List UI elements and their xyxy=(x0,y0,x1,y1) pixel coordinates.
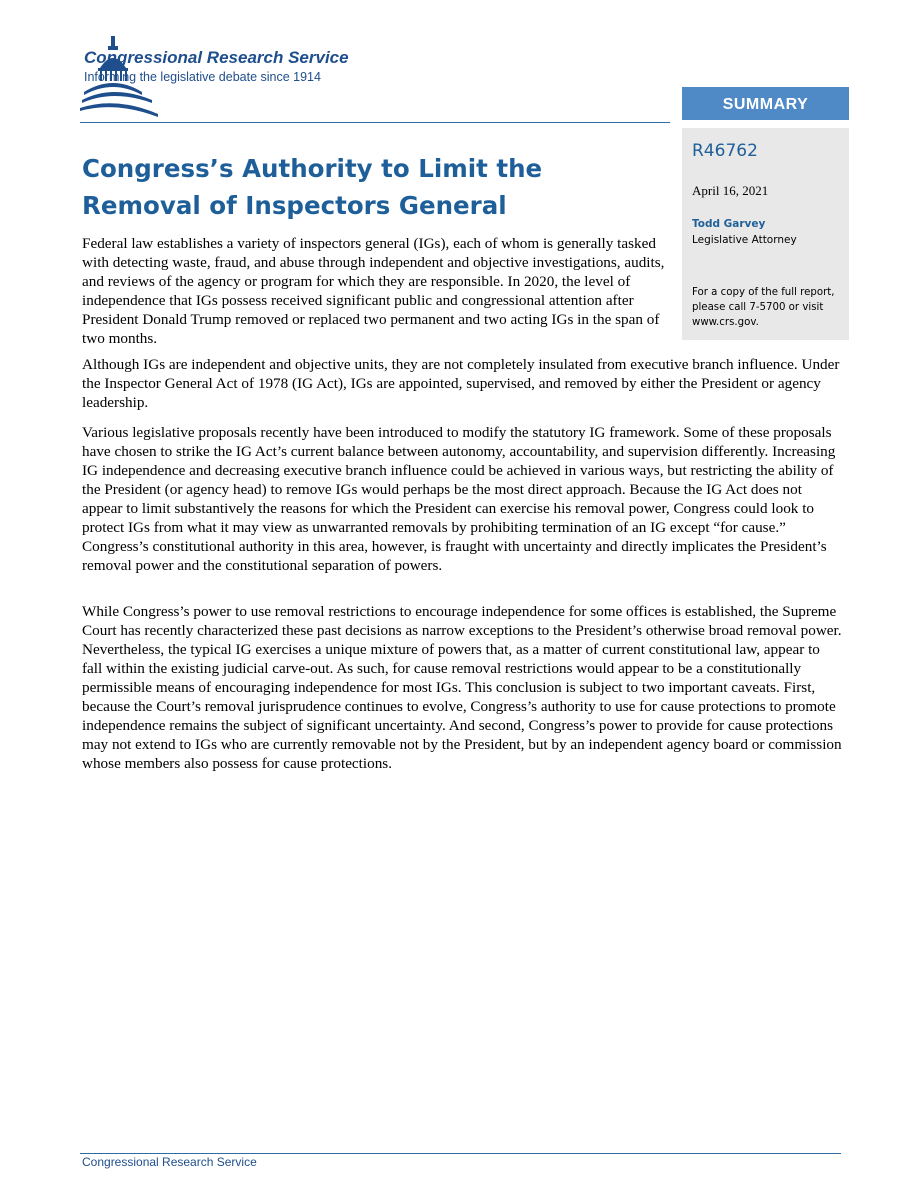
copy-note: For a copy of the full report, please call 7-5700 or visit www.crs.gov. xyxy=(692,287,835,328)
author-name: Todd Garvey xyxy=(692,218,766,230)
page-title: Congress’s Authority to Limit the Removal of Inspectors General xyxy=(82,154,543,220)
body-paragraph: Although IGs are independent and objective units, they are not completely insulated from executive branch influence. Under the Inspector General Act of 1978 (IG Act), IGs are appointed, supervised, and removed by either the President or agency leadership. xyxy=(82,356,840,411)
summary-tab: SUMMARY xyxy=(682,87,849,120)
footer-text: Congressional Research Service xyxy=(82,1155,257,1169)
report-date: April 16, 2021 xyxy=(692,183,769,198)
header-divider xyxy=(80,122,670,123)
org-name: Congressional Research Service xyxy=(84,48,349,67)
body-paragraph: Various legislative proposals recently have been introduced to modify the statutory IG framework. Some of these proposals have chosen to strike the IG Act’s current balance between autonomy, accountability, and supervision differently. Increasing IG independence and decreasing executive branch influence could be achieved in various ways, but restricting the ability of the President (or agency head) to remove IGs would perhaps be the most direct approach. Because the IG Act does not appear to limit substantively the reasons for which the President can exercise his removal power, Congress could look to protect IGs from what it may view as unwarranted removals by prohibiting termination of an IG except “for cause.” Congress’s constitutional authority in this area, however, is fraught with uncertainty and directly implicates the President’s removal power and the constitutional separation of powers. xyxy=(82,424,836,574)
report-number: R46762 xyxy=(692,141,758,161)
author-title: Legislative Attorney xyxy=(692,234,797,246)
org-tagline: Informing the legislative debate since 1914 xyxy=(84,70,321,84)
body-paragraph: While Congress’s power to use removal restrictions to encourage independence for some offices is established, the Supreme Court has recently characterized these past decisions as narrow exceptions to the President’s otherwise broad removal power. Nevertheless, the typical IG exercises a unique mixture of powers that, as a matter of current constitutional law, appear to fall within the existing judicial carve-out. As such, for cause removal restrictions would appear to be a constitutionally permissible means of encouraging independence for most IGs. This conclusion is subject to two important caveats. First, because the Court’s removal jurisprudence continues to evolve, Congress’s authority to use for cause protections to promote independence remains the subject of significant uncertainty. And second, Congress’s power to provide for cause protections may not extend to IGs who are currently removable not by the President, but by an independent agency board or commission whose members also possess for cause protections. xyxy=(82,603,842,772)
body-paragraph: Federal law establishes a variety of inspectors general (IGs), each of whom is generally tasked with detecting waste, fraud, and abuse through independent and objective investigations, audits, and reviews of the agency or program for which they are responsible. In 2020, the level of independence that IGs possess received significant public and congressional attention after President Donald Trump removed or replaced two permanent and two acting IGs in the span of two months. xyxy=(82,235,665,347)
footer-divider xyxy=(80,1153,841,1154)
